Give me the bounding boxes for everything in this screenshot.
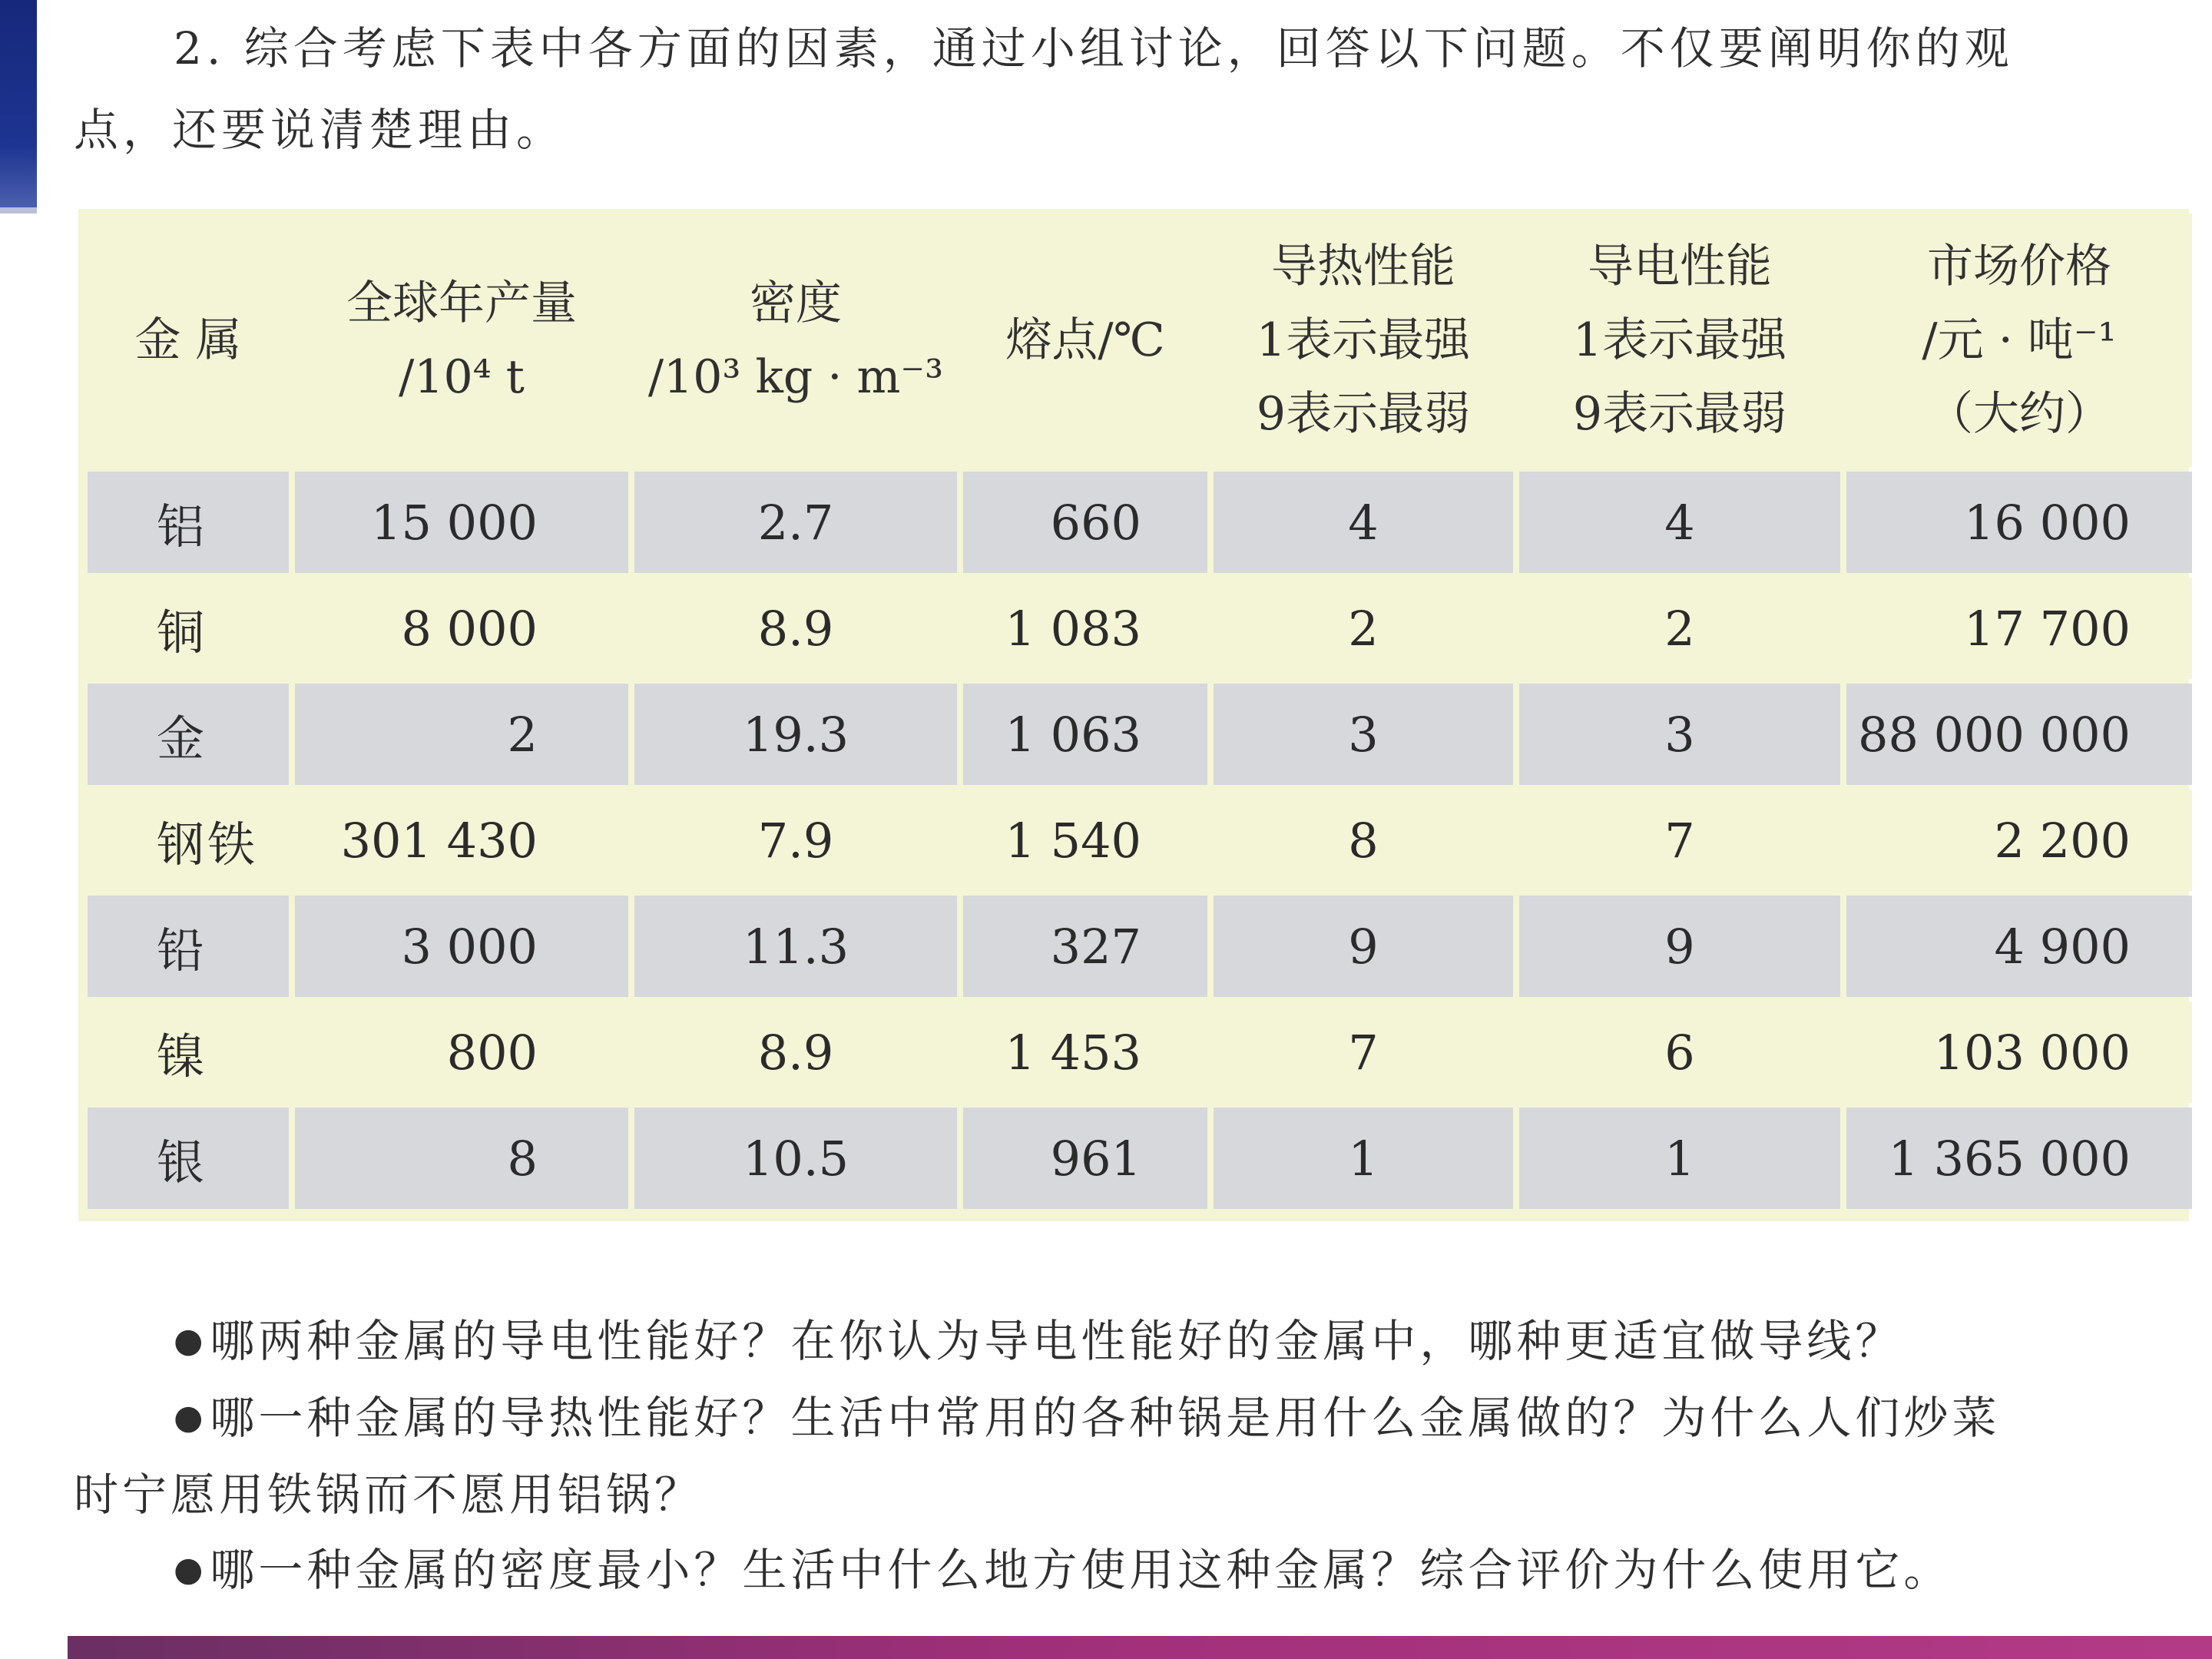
- header-thermal-note-strong: 1表示最强: [1256, 313, 1471, 367]
- cell-density: 11.3: [634, 896, 957, 997]
- question-2-text: 哪一种金属的导热性能好？生活中常用的各种锅是用什么金属做的？为什么人们炒菜: [210, 1392, 2001, 1444]
- cell-metal: 铝: [88, 472, 289, 573]
- bullet-icon: ●: [174, 1550, 207, 1589]
- bullet-icon: ●: [174, 1321, 207, 1360]
- cell-production: 8: [295, 1108, 628, 1209]
- table-row: [88, 1002, 2192, 1103]
- header-production: [295, 214, 628, 467]
- cell-production: 8 000: [295, 578, 628, 679]
- cell-density: 10.5: [634, 1108, 957, 1209]
- cell-density: 2.7: [634, 472, 957, 573]
- cell-melting-point: 1 063: [963, 684, 1207, 785]
- table-row: [88, 896, 2192, 997]
- header-density-unit: /10³ kg · m⁻³: [647, 350, 944, 404]
- question-3-text: 哪一种金属的密度最小？生活中什么地方使用这种金属？综合评价为什么使用它。: [210, 1544, 1952, 1596]
- cell-thermal: 7: [1214, 1002, 1513, 1103]
- intro-text-line-2: 点，还要说清楚理由。: [74, 104, 566, 156]
- cell-metal: 银: [88, 1108, 289, 1209]
- question-1: [174, 1303, 2201, 1384]
- cell-electrical: 9: [1519, 896, 1840, 997]
- cell-metal: 金: [88, 684, 289, 785]
- table-row: [88, 578, 2192, 679]
- cell-thermal: 3: [1214, 684, 1513, 785]
- cell-thermal: 9: [1214, 896, 1513, 997]
- cell-production: 3 000: [295, 896, 628, 997]
- left-decoration-bar: [0, 0, 37, 207]
- header-metal: 金 属: [88, 214, 289, 467]
- question-2-continued: 时宁愿用铁锅而不愿用铝锅？: [74, 1469, 704, 1521]
- cell-price: 4 900: [1846, 896, 2192, 997]
- cell-production: 301 430: [295, 790, 628, 891]
- question-1-text: 哪两种金属的导电性能好？在你认为导电性能好的金属中，哪种更适宜做导线？: [210, 1315, 1904, 1367]
- cell-electrical: 2: [1519, 578, 1840, 679]
- table-row: [88, 684, 2192, 785]
- cell-metal: 钢铁: [88, 790, 289, 891]
- cell-price: 17 700: [1846, 578, 2192, 679]
- cell-electrical: 1: [1519, 1108, 1840, 1209]
- cell-thermal: 8: [1214, 790, 1513, 891]
- bullet-icon: ●: [174, 1398, 207, 1437]
- cell-production: 800: [295, 1002, 628, 1103]
- cell-electrical: 7: [1519, 790, 1840, 891]
- table-row: [88, 790, 2192, 891]
- cell-melting-point: 961: [963, 1108, 1207, 1209]
- cell-metal: 铅: [88, 896, 289, 997]
- table-header-row: [88, 214, 2192, 467]
- cell-electrical: 4: [1519, 472, 1840, 573]
- cell-electrical: 3: [1519, 684, 1840, 785]
- header-density-title: 密度: [750, 276, 842, 330]
- header-electrical-note-weak: 9表示最弱: [1572, 387, 1787, 441]
- cell-density: 7.9: [634, 790, 957, 891]
- cell-melting-point: 660: [963, 472, 1207, 573]
- cell-melting-point: 1 453: [963, 1002, 1207, 1103]
- header-price-title: 市场价格: [1927, 240, 2111, 293]
- cell-melting-point: 1 540: [963, 790, 1207, 891]
- cell-thermal: 1: [1214, 1108, 1513, 1209]
- table-row: [88, 472, 2192, 573]
- metal-properties-table-panel: [78, 209, 2189, 1221]
- header-market-price: [1846, 214, 2192, 467]
- header-thermal-conductivity: [1214, 214, 1513, 467]
- cell-production: 15 000: [295, 472, 628, 573]
- cell-price: 16 000: [1846, 472, 2192, 573]
- intro-text-line-1: 2. 综合考虑下表中各方面的因素，通过小组讨论，回答以下问题。不仅要阐明你的观: [174, 22, 2014, 75]
- question-3: [174, 1532, 2201, 1613]
- header-thermal-title: 导热性能: [1271, 240, 1455, 293]
- cell-density: 8.9: [634, 578, 957, 679]
- header-melting-point: 熔点/℃: [963, 214, 1207, 467]
- header-density: [634, 214, 957, 467]
- header-electrical-title: 导电性能: [1588, 240, 1772, 293]
- cell-metal: 镍: [88, 1002, 289, 1103]
- cell-price: 2 200: [1846, 790, 2192, 891]
- metal-properties-table: [81, 209, 2198, 1214]
- cell-price: 103 000: [1846, 1002, 2192, 1103]
- cell-melting-point: 1 083: [963, 578, 1207, 679]
- cell-production: 2: [295, 684, 628, 785]
- cell-metal: 铜: [88, 578, 289, 679]
- table-row: [88, 1108, 2192, 1209]
- cell-electrical: 6: [1519, 1002, 1840, 1103]
- header-thermal-note-weak: 9表示最弱: [1256, 387, 1471, 441]
- cell-density: 8.9: [634, 1002, 957, 1103]
- header-price-unit: /元 · 吨⁻¹: [1922, 313, 2117, 367]
- left-decoration-bar-edge: [0, 207, 37, 214]
- header-electrical-note-strong: 1表示最强: [1572, 313, 1787, 367]
- bottom-decoration-band: [68, 1636, 2212, 1659]
- cell-density: 19.3: [634, 684, 957, 785]
- cell-price: 1 365 000: [1846, 1108, 2192, 1209]
- question-2: [174, 1379, 2201, 1461]
- header-production-title: 全球年产量: [346, 276, 577, 330]
- header-production-unit: /10⁴ t: [399, 350, 525, 404]
- cell-melting-point: 327: [963, 896, 1207, 997]
- header-electrical-conductivity: [1519, 214, 1840, 467]
- cell-price: 88 000 000: [1846, 684, 2192, 785]
- cell-thermal: 2: [1214, 578, 1513, 679]
- cell-thermal: 4: [1214, 472, 1513, 573]
- header-price-approx: （大约）: [1927, 387, 2111, 441]
